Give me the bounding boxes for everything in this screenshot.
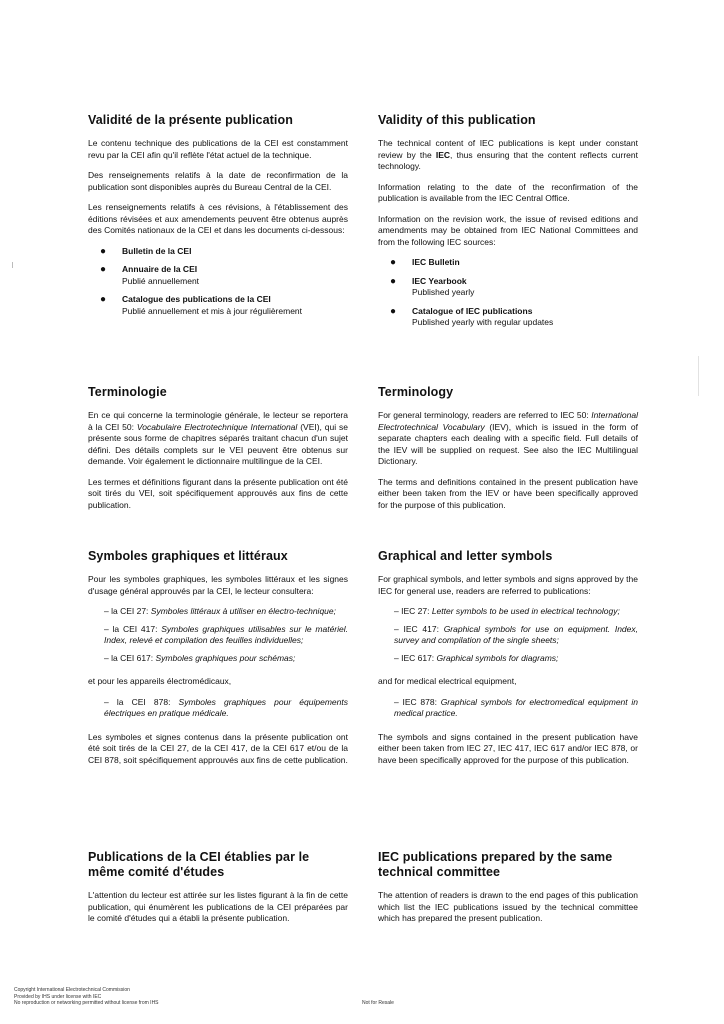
reference-item: – IEC 27: Letter symbols to be used in electrical technology; [394, 606, 620, 616]
copyright-footer [14, 987, 159, 1007]
footer-line: Copyright International Electrotechnical Commission [14, 987, 130, 993]
fr-symbols-paragraph-3: Les symboles et signes contenus dans la présente publication ont été soit tirés de la CEI 27, de la CEI 417, de la CEI 617 et/ou de la CEI 878, soit spécifiquement approuvés aux fins de cette publication. [88, 731, 348, 765]
fr-validity-paragraph-3: Les renseignements relatifs à ces révisions, à l'établissement des éditions révisées et aux amendements peuvent être obtenus auprès des Comités nationaux de la CEI et dans les documents ci-dessous: [88, 202, 348, 235]
en-symbols-references-medical [378, 697, 638, 720]
en-terminology-paragraph-2: The terms and definitions contained in the present publication have either been taken from the IEV or have been specifically approved for the purpose of this publication. [378, 476, 638, 510]
reference-item: – IEC 617: Graphical symbols for diagrams; [394, 652, 559, 663]
fr-committee-section [88, 850, 348, 934]
bullet-title: Catalogue of IEC publications [412, 305, 533, 316]
fr-symbols-heading: Symboles graphiques et littéraux [88, 549, 288, 563]
scan-mark [12, 262, 13, 268]
bullet-subtitle: Publié annuellement [122, 275, 200, 286]
list-item [390, 306, 638, 329]
list-item [390, 276, 638, 299]
bullet-title: Catalogue des publications de la CEI [122, 294, 271, 304]
bullet-title: IEC Bulletin [412, 257, 460, 267]
reference-item: – la CEI 617: Symboles graphiques pour schémas; [104, 652, 296, 663]
bullet-subtitle: Publié annuellement et mis à jour régulièrement [122, 305, 303, 316]
fr-validity-heading: Validité de la présente publication [88, 113, 293, 127]
en-validity-paragraph-3: Information on the revision work, the issue of revised editions and amendments may be obtained from IEC National Committees and from the following IEC sources: [378, 213, 638, 247]
fr-symbols-paragraph-2: et pour les appareils électromédicaux, [88, 676, 232, 686]
en-terminology-section [378, 385, 638, 520]
en-symbols-paragraph-1: For graphical symbols, and letter symbols and signs approved by the IEC for general use, readers are referred to publications: [378, 574, 638, 596]
fr-terminology-heading: Terminologie [88, 385, 167, 399]
fr-terminology-paragraph-1: En ce qui concerne la terminologie générale, le lecteur se reportera à la CEI 50: Vocabulaire Electrotechnique International (VEI), qui se présente sous forme de chapitres séparés traitant chacun d'un sujet défini. Des détails complets sur le VEI peuvent être obtenus sur demande. Voir également le dictionnaire multilingue de la CEI. [88, 410, 348, 466]
en-validity-section [378, 113, 638, 336]
bullet-icon: ● [100, 264, 107, 275]
en-committee-paragraph: The attention of readers is drawn to the end pages of this publication which list the IEC publications issued by the technical committee which has prepared the present publication. [378, 890, 638, 923]
scan-mark [698, 356, 699, 396]
en-symbols-section [378, 549, 638, 775]
en-sources-list [378, 257, 638, 329]
fr-symbols-section [88, 549, 348, 775]
fr-symbols-references [88, 606, 348, 664]
en-terminology-paragraph-1: For general terminology, readers are referred to IEC 50: International Electrotechnical Vocabulary (IEV), which is issued in the form of separate chapters each dealing with a specific field. Full details of the IEV will be supplied on request. See also the IEC Multilingual Dictionary. [378, 410, 638, 466]
bullet-icon: ● [390, 257, 397, 268]
en-symbols-paragraph-2: and for medical electrical equipment, [378, 676, 517, 686]
en-committee-heading: IEC publications prepared by the same technical committee [378, 850, 613, 879]
footer-line: No reproduction or networking permitted without license from IHS [14, 1000, 159, 1006]
bullet-title: IEC Yearbook [412, 275, 467, 286]
reference-item: – la CEI 417: Symboles graphiques utilisables sur le matériel. Index, relevé et compilation des feuilles individuelles; [104, 623, 348, 645]
list-item [100, 246, 348, 258]
bullet-subtitle: Published yearly with regular updates [412, 317, 554, 327]
fr-committee-paragraph: L'attention du lecteur est attirée sur les listes figurant à la fin de cette publication, qui énumèrent les publications de la CEI préparées par le comité d'études qui a établi la présente publication. [88, 890, 348, 923]
reference-item: – IEC 417: Graphical symbols for use on equipment. Index, survey and compilation of the single sheets; [394, 623, 639, 645]
bullet-subtitle: Published yearly [412, 287, 475, 297]
reference-item: – IEC 878: Graphical symbols for electromedical equipment in medical practice. [394, 696, 638, 718]
resale-notice: Not for Resale [362, 1000, 394, 1006]
en-committee-section [378, 850, 638, 934]
en-symbols-heading: Graphical and letter symbols [378, 549, 553, 563]
reference-item: – la CEI 878: Symboles graphiques pour équipements électriques en pratique médicale. [104, 696, 348, 718]
bullet-icon: ● [100, 245, 107, 257]
reference-item: – la CEI 27: Symboles littéraux à utiliser en électro-technique; [104, 606, 336, 616]
list-item [390, 257, 638, 269]
fr-symbols-references-medical [88, 697, 348, 720]
fr-terminology-section [88, 385, 348, 520]
en-validity-heading: Validity of this publication [378, 113, 536, 127]
fr-validity-section [88, 113, 348, 324]
fr-validity-paragraph-1: Le contenu technique des publications de la CEI est constamment revu par la CEI afin qu'il reflète l'état actuel de la technique. [88, 138, 348, 160]
bullet-title: Bulletin de la CEI [122, 245, 192, 256]
en-symbols-paragraph-3: The symbols and signs contained in the present publication have either been taken from IEC 27, IEC 417, IEC 617 and/or IEC 878, or have been specifically approved for the purpose of this publication. [378, 731, 638, 765]
bullet-icon: ● [390, 275, 397, 287]
fr-sources-list [88, 246, 348, 318]
list-item [100, 264, 348, 287]
bullet-title: Annuaire de la CEI [122, 264, 198, 274]
fr-validity-paragraph-2: Des renseignements relatifs à la date de reconfirmation de la publication sont disponibles auprès du Bureau Central de la CEI. [88, 170, 348, 192]
en-validity-paragraph-1: The technical content of IEC publications is kept under constant review by the IEC, thus ensuring that the content reflects current technology. [378, 138, 638, 171]
fr-symbols-paragraph-1: Pour les symboles graphiques, les symboles littéraux et les signes d'usage général approuvés par la CEI, le lecteur consultera: [88, 574, 348, 596]
fr-terminology-paragraph-2: Les termes et définitions figurant dans la présente publication ont été soit tirés du VEI, soit spécifiquement approuvés aux fins de cette publication. [88, 476, 348, 510]
en-validity-paragraph-2: Information relating to the date of the reconfirmation of the publication is available from the IEC Central Office. [378, 181, 638, 203]
en-terminology-heading: Terminology [378, 385, 454, 399]
fr-committee-heading: Publications de la CEI établies par le même comité d'études [88, 850, 310, 879]
bullet-icon: ● [390, 305, 397, 317]
bullet-icon: ● [100, 294, 107, 305]
footer-line: Provided by IHS under license with IEC [14, 993, 102, 1000]
list-item [100, 294, 348, 317]
en-symbols-references [378, 606, 638, 664]
